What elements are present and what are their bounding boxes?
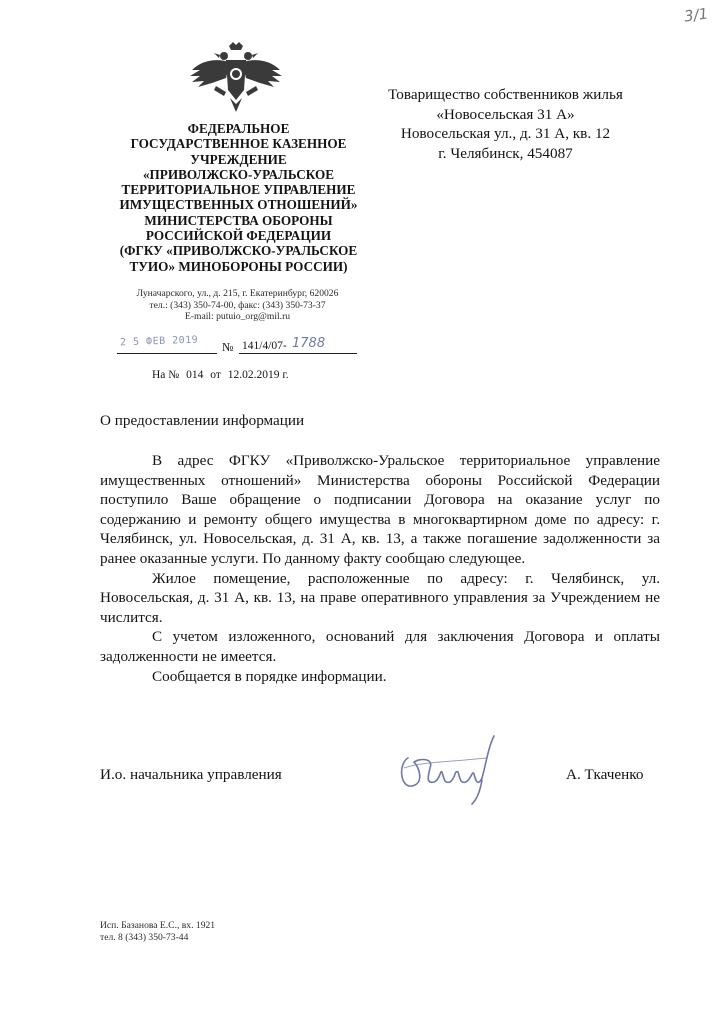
- registration-number-label: №: [222, 340, 234, 354]
- org-line: (ФГКУ «ПРИВОЛЖСКО-УРАЛЬСКОЕ: [119, 243, 358, 259]
- letter-paragraph: Сообщается в порядке информации.: [152, 667, 387, 685]
- signer-name: А. Ткаченко: [566, 766, 644, 783]
- registration-number: 141/4/07-: [242, 340, 287, 352]
- org-line: ИМУЩЕСТВЕННЫХ ОТНОШЕНИЙ»: [119, 197, 358, 213]
- sender-phones: тел.: (343) 350-74-00, факс: (343) 350-73-37: [149, 299, 326, 311]
- executor-footer: [100, 920, 215, 943]
- registration-number-handwritten: 1788: [292, 336, 326, 351]
- addressee-block: [368, 85, 643, 163]
- org-line: ФЕДЕРАЛЬНОЕ: [187, 121, 290, 136]
- org-line: ТЕРРИТОРИАЛЬНОЕ УПРАВЛЕНИЕ: [121, 182, 356, 198]
- corner-handwritten-mark: 3/1: [682, 4, 710, 26]
- registration-date-stamp: 2 5 ФЕВ 2019: [119, 334, 199, 349]
- addressee-line: «Новосельская 31 А»: [436, 105, 575, 123]
- handwritten-signature-icon: [390, 728, 500, 808]
- double-headed-eagle-emblem-icon: [186, 40, 286, 120]
- registration-date-underline: [117, 353, 217, 354]
- reference-from-label: от: [210, 369, 221, 381]
- letter-body: [100, 451, 660, 686]
- reference-date: 12.02.2019 г.: [227, 369, 289, 381]
- reference-line: [152, 369, 293, 381]
- org-line: ТУИО» МИНОБОРОНЫ РОССИИ): [129, 258, 348, 274]
- registration-number-underline: [239, 353, 357, 354]
- sender-contacts: [100, 288, 375, 323]
- letter-paragraph: Жилое помещение, расположенные по адресу: г. Челябинск, ул. Новосельская, д. 31 А, кв. 13, на праве оперативного управления за Учреждением не числится.: [100, 569, 660, 626]
- org-line: «ПРИВОЛЖСКО-УРАЛЬСКОЕ: [142, 166, 335, 182]
- letter-paragraph: С учетом изложенного, оснований для заключения Договора и оплаты задолженности не имеется.: [100, 628, 660, 665]
- letter-paragraph: В адрес ФГКУ «Приволжско-Уральское территориальное управление имущественных отношений» Министерства обороны Российской Федерации поступило Ваше обращение о подписании Договора на оказание услуг по содержанию и ремонту общего имущества в многоквартирном доме по адресу: г. Челябинск, ул. Новосельская, д. 31 А, кв. 13, а также погашение задолженности за ранее оказанные услуги. По данному факту сообщаю следующее.: [100, 452, 660, 567]
- sender-email: E-mail: putuio_org@mil.ru: [184, 311, 291, 322]
- executor-name: Исп. Базанова Е.С., вх. 1921: [100, 920, 216, 931]
- org-line: МИНИСТЕРСТВА ОБОРОНЫ: [144, 212, 333, 228]
- org-line: РОССИЙСКОЙ ФЕДЕРАЦИИ: [145, 228, 332, 244]
- addressee-line: Товарищество собственников жилья: [388, 86, 623, 103]
- executor-phone: тел. 8 (343) 350-73-44: [100, 931, 189, 943]
- addressee-line: г. Челябинск, 454087: [438, 144, 573, 162]
- letter-subject: О предоставлении информации: [100, 412, 305, 429]
- sender-organization-name: [96, 121, 381, 274]
- registration-line: [117, 336, 357, 360]
- sender-address: Луначарского, ул., д. 215, г. Екатеринбург, 620026: [136, 288, 339, 299]
- signer-title: И.о. начальника управления: [100, 766, 282, 783]
- reference-label: На №: [152, 369, 180, 381]
- org-line: УЧРЕЖДЕНИЕ: [190, 151, 287, 167]
- org-line: ГОСУДАРСТВЕННОЕ КАЗЕННОЕ: [130, 136, 347, 152]
- addressee-line: Новосельская ул., д. 31 А, кв. 12: [400, 125, 611, 142]
- reference-number: 014: [186, 369, 204, 381]
